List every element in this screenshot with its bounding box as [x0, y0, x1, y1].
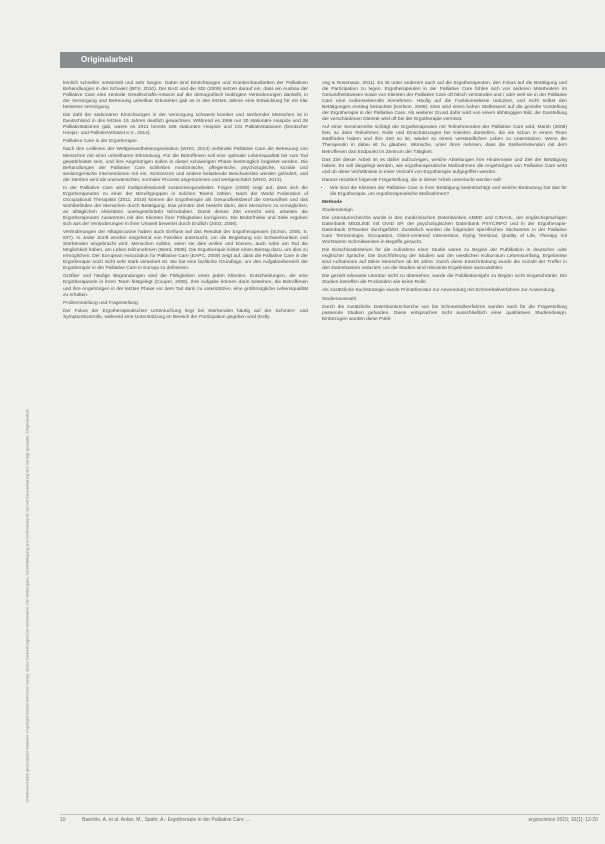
right-text-column	[322, 81, 567, 325]
subsection-heading: Studienauswahl	[322, 296, 357, 302]
paragraph: Durch die zusätzliche Datenbankrecherche von bis Schneeballverfahren wurden nach für die Fragestellung passende Studien gefunden. Diese entsprachen nicht ausschließlich einer qualitativen Studiendesign. Einbezogen wurden diese Publi-	[322, 304, 567, 322]
paragraph: Das Ziel dieser Arbeit ist es daher aufzuzeigen, welche Abteilungen ihre Hindernisse und Ziel der Betätigung haben. Es soll dargelegt werden, wie ergotherapeutische Maßnahmen die Angehörigen von Palliative Care wirkt und ob diese Verhältnisse in einer Vielzahl von Ergotherapie aufgegriffen werden.	[322, 157, 567, 175]
paragraph: Die gezielt relevante Literatur nicht zu übersehen, wurde die Publikationsjahr zu Beginn nicht eingeschränkt. Die Studien betreffen die Probanden wie keine Rolle.	[322, 274, 567, 286]
subsection-heading: Studiendesign	[322, 207, 353, 213]
copyright-side-note	[22, 90, 32, 810]
page-number: 10	[60, 817, 66, 823]
paragraph: Daraus resultiert folgende Fragestellung, die in dieser Arbeit untersucht werden soll:	[322, 177, 502, 183]
paragraph: In der Palliative Care wird multiprofessionell zusammengearbeitet. Folgen (2008) zeigt auf, dass sich die Ergotherapeuten zu einer der Berufsgruppen in solchen Teams zählen. Nach der World Federation of Occupational Therapists (2011, 2016) können die Ergotherapie als Gesundheitsberuf die Gesundheit und das Wohlbefinden der Menschen durch Betätigung. Das primäre Ziel besteht darin, dem Menschen zu ermöglichen, an alltäglichen Aktivitäten uneingeschränkt teilzuhaben. Damit dieses Ziel erreicht wird, arbeiten die Ergotherapeuten zusammen mit den Klienten ihrer Fähigkeiten korrigieren. Die Bedürfnisse und Ziele ergeben sich aus der Veränderungen in ihrer Umwelt bewertet durch Endlich (2002, 2006).	[63, 185, 308, 228]
footer-citation: Baechle, A. et al. Anker, M., Spahr, A.: Ergotherapie in der Palliative Care ...	[82, 817, 250, 823]
paragraph: Der Fokus der Ergotherapeutischen Untersuchung liegt bei Sterbenden häufig auf der Schmerz- und Symptomkontrolle, während eine Unterstützung im Bereich der Partizipation gegeben wird (Kelly	[63, 308, 308, 320]
list-item: • Wie sind die Klienten der Palliative Care in ihrer Betätigung beeinträchtigt und welche Bedeutung hat das für die Ergotherapie, um ergotherapeutische Maßnahmen?	[330, 186, 567, 198]
paragraph: Die Einschlusskriterien für die Aufnahme einer Studie waren zu Beginn der Publikation in deutscher oder englischer Sprache. Die Durchführung der Studien war der westlichen Kulturraum Lebensumfang, Ergebnisse sind Aufnahmen auf ältere Menschen ab 65 Jahre. Durch diese Einschränkung wurde die Anzahl der Treffer in den Datenbanken reduziert, um die Studien sind relevante Ergebnisse auszuwählen.	[322, 248, 567, 272]
paragraph: Nach den Leitlinien der Weltgesundheitsorganisation (WHO, 2013) verbindet Palliative Care die Betreuung von Menschen mit einer unheilbaren Erkrankung. Für die Betroffenen soll eine optimale Lebensqualität bis zum Tod gewährleistet sein, und ihre Angehörigen sollen in dieser schwierigen Phase bestmöglich begleitet werden. Die Behandlungen der Palliative Care schließen medizinische, pflegerische, psychologische, soziale und seelsorgerische Interventionen mit ein. Schmerzen und andere belastende Beschwerden werden gelindert, und der Sterben wird als unerwünschter, normaler Prozess angenommen und wertgeschätzt (WHO, 2013).	[63, 147, 308, 183]
paragraph: lemlich schneller entwickelt und sehr langen. Dabei sind Einrichtungen und Krankenhausbetten der Palliativen Behandlungen in der Schweiz (BFS, 2010). Der BAG und die SDI (2009) setzen darauf ein, dass ein Ausbau der Palliative Care eine zentrale Gesellschafts-Antwort auf die demografisch bedingten Veränderungen darstellt, in der Versorgung und Betreuung unheilbar Erkrankter gab es in den letzten Jahren eine Entwicklung für ein klar besseres Versorgung.	[63, 81, 308, 111]
bullet-list	[322, 186, 567, 198]
paragraph: Die Literaturrecherche wurde in den medizinischen Datenbanken AMED und CINAHL, der englischsprachigen Datenbank MEDLINE mit OVID SP, der psychologischen Datenbank PSYCINFO und in der Ergotherapie-Datenbank OTseeker durchgeführt. Zusätzlich wurden die folgenden spezifischen Stichwörter in der Palliative Care Terminologie, Occupation, Client-centered Intervention, Dying Terminal, Quality of Life, Therapy mit Wortstamm Schreibweisen in Begriffe gesucht.	[322, 215, 567, 246]
paragraph: Als zusätzliche Suchstrategie wurde Primärliteratur zur Anwendung mit Schneeballverfahren zur Anwendung.	[322, 288, 556, 294]
left-text-column	[63, 81, 308, 323]
section-heading: Methode	[322, 199, 342, 205]
subsection-heading: Palliative Care in der Ergotherapie	[63, 139, 137, 145]
subsection-heading: Problemstellung und Fragestellung	[63, 300, 138, 306]
paragraph: Größter und häufige Begründungen sind die Fähigkeiten eines jeden Klienten. Entscheidungen, die eine Ergotherapeutin in ihren Team festgelegt (Cooper, 2006). Ihre Aufgabe können darin bestehen, die Betroffenen und ihre Angehörigen in der letzten Phase vor dem Tod darin zu unterstützen, eine größtmögliche Lebensqualität zu erhalten.	[63, 274, 308, 298]
page-footer	[60, 814, 600, 825]
paragraph: ong & Rosenwax, 2011). Es ist unter anderem auch auf die Ergotherapeuten, den Fokus auf die Betätigung und die Partizipation zu legen. Ergotherapeuten in der Palliative Care fühlen sich von anderen Mitarbeitern im Gesundheitswesen sowie von Klienten der Palliative Care oft falsch verstanden und / oder weil sie in der Palliative Care eine Außenseiterrolle einnehmen. Häufig auf die Funktionsebene reduziert, und nicht selbst den Betätigungen Anstieg betrachtet (Kerlson, 2009). Dies wird einen hohen Stellenwert auf die gezielte Vorstellung der Ergotherapie in der Palliative Care. Als weiterer Grund dafür wird von einem abhängigen Bild, die Darstellung der verschiedenen Dienste wird oft bei der Ergotherapie vermisst.	[322, 81, 567, 123]
paragraph: Auf einer Seminarreihe schlägt der Ergotherapeuten mit Teilnehmenden der Palliative Care wird, Marsh (2008) fest, so dass Teilnehmer, Rolle und Einschätzungen bei Klienten darstellen, die ein schon in einem Team stattfinden haben und ihre Zeit so ist, wieder so einem verständlichen Leben zu unterstützen. Wenn die Therapeutin in dabei ist zu glauben, Wünsche, unter ihren nehmen, dass die Stellvertretenden mit dem Betroffenen das Endpunkt im Zentrum der Tätigkeit.	[322, 125, 567, 155]
side-note-text: Urheberrechtlich geschütztes Material. Copyright Schulz-Kirchner Verlag. Jedes Verwertungsrecht vorbehalten. Die Weitergabe, Vervielfältigung und Verbreitung ist nur mit Genehmigung des Verlags gestattet. Originalarbeit.	[24, 408, 30, 803]
paragraph: Veränderungen der Alltagsroutine haben auch Einfluss auf das Resultat der Ergotherapeuten (Schön, 2005, S. 837). In Jeder Zunft werden eingehend von Familien untersucht, um die Begleitung von Schwerkranken und Sterbenden eingebracht wird. Menschen sollten, wenn sie dies wollen und können, auch nahe am Tod die Möglichkeit haben, am Leben teilzunehmen (Ward, 2006). Die Ergotherapie leistet einen Beitrag dazu, um dies zu ermöglichen. Der European Association for Palliative Care (EAPC, 2009) zeigt auf, dass die Palliative Care in der Ergotherapie noch nicht sehr stark verankert ist. Sie hat eine fachliche Grundlage, um den Aufgabenbereich der Ergotherapie in der Palliative Care in Europa zu definieren.	[63, 230, 308, 272]
paragraph: Die Zahl der stationären Einrichtungen in der Versorgung schwerst kranker und sterbender Menschen ist in Deutschland in den letzten 15 Jahren deutlich gewachsen. Während es 1996 nur 30 stationäre Hospize und 28 Palliativstationen gab, waren es 2011 bereits 195 stationäre Hospize und 231 Palliativstationen (Deutscher Hospiz- und PalliativVerband e.V., 2014).	[63, 113, 308, 137]
section-label: Originalarbeit	[81, 55, 134, 64]
header-bar	[60, 52, 605, 68]
journal-reference: ergoscience 2015; 10(1): 12-20	[528, 817, 598, 823]
